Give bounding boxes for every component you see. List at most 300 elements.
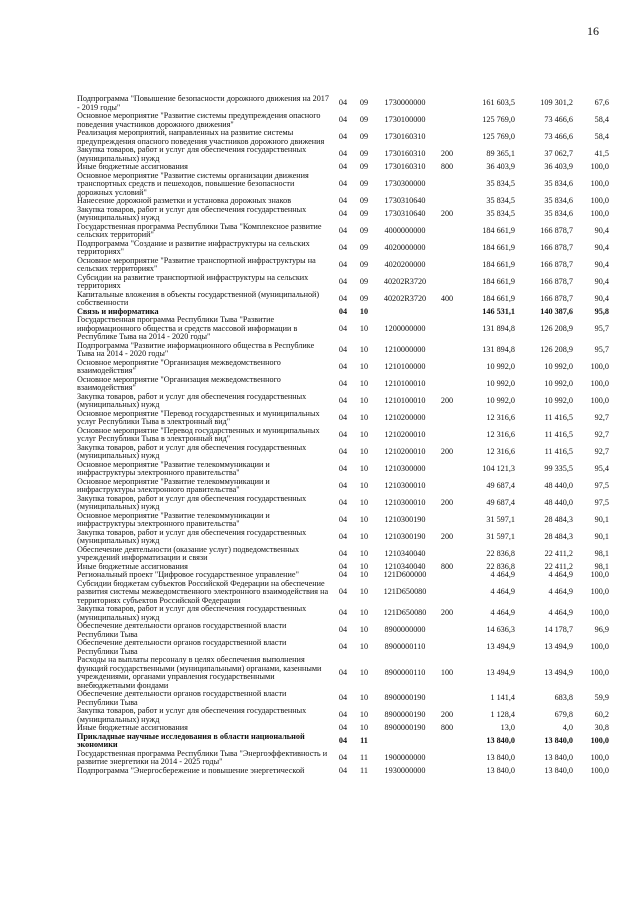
row-actual-amount: 48 440,0 bbox=[544, 480, 573, 490]
row-target-article-code: 8900000000 bbox=[384, 625, 426, 635]
row-actual-amount: 126 208,9 bbox=[540, 323, 573, 333]
row-actual-amount: 28 484,3 bbox=[544, 514, 573, 524]
table-row bbox=[77, 733, 609, 750]
row-name: Основное мероприятие "Организация межведомственного взаимодействия" bbox=[77, 357, 281, 375]
row-section-code: 04 bbox=[338, 735, 348, 745]
row-expense-type-code: 800 bbox=[440, 561, 454, 571]
row-actual-amount: 4,0 bbox=[562, 723, 573, 732]
row-percent-executed: 96,9 bbox=[594, 625, 609, 635]
row-planned-amount: 12 316,6 bbox=[486, 446, 515, 456]
row-section-code: 04 bbox=[338, 344, 348, 354]
row-section-code: 04 bbox=[338, 667, 348, 677]
row-percent-executed: 90,4 bbox=[594, 293, 609, 303]
row-expense-type-code bbox=[435, 478, 459, 495]
row-section-code: 04 bbox=[338, 531, 348, 541]
row-name: Региональный проект "Цифровое государственное управление" bbox=[77, 570, 299, 579]
table-row bbox=[77, 223, 609, 240]
table-row bbox=[77, 95, 609, 112]
row-percent-executed: 100,0 bbox=[590, 752, 609, 762]
row-expense-type-code: 800 bbox=[440, 162, 454, 171]
row-expense-type-code: 200 bbox=[440, 395, 454, 405]
row-name: Основное мероприятие "Перевод государственных и муниципальных услуг Республики Тыва в электронный вид" bbox=[77, 408, 320, 426]
row-percent-executed: 90,4 bbox=[594, 242, 609, 252]
row-actual-amount: 166 878,7 bbox=[540, 225, 573, 235]
row-subsection-code: 11 bbox=[360, 752, 368, 762]
row-planned-amount: 1 141,4 bbox=[490, 693, 515, 703]
row-actual-amount: 13 494,9 bbox=[544, 642, 573, 652]
row-planned-amount: 49 687,4 bbox=[486, 480, 515, 490]
row-section-code: 04 bbox=[338, 642, 348, 652]
row-expense-type-code: 200 bbox=[440, 608, 454, 618]
row-actual-amount: 35 834,6 bbox=[544, 196, 573, 205]
row-name: Основное мероприятие "Развитие транспортной инфраструктуры на сельских территориях" bbox=[77, 255, 316, 273]
row-subsection-code: 09 bbox=[359, 259, 369, 269]
row-target-article-code: 1730100000 bbox=[384, 115, 426, 125]
row-percent-executed: 100,0 bbox=[590, 735, 609, 745]
row-actual-amount: 13 840,0 bbox=[544, 765, 573, 775]
row-subsection-code: 11 bbox=[360, 765, 368, 775]
row-actual-amount: 166 878,7 bbox=[540, 293, 573, 303]
row-name: Закупка товаров, работ и услуг для обеспечения государственных (муниципальных) нужд bbox=[77, 204, 307, 222]
row-expense-type-code: 200 bbox=[440, 531, 454, 541]
row-name: Закупка товаров, работ и услуг для обеспечения государственных (муниципальных) нужд bbox=[77, 493, 307, 511]
row-actual-amount: 140 387,6 bbox=[540, 306, 573, 316]
row-section-code: 04 bbox=[338, 561, 348, 571]
row-subsection-code: 09 bbox=[359, 98, 369, 108]
row-planned-amount: 4 464,9 bbox=[490, 570, 515, 579]
row-expense-type-code bbox=[435, 129, 459, 146]
table-row bbox=[77, 291, 609, 308]
table-row bbox=[77, 546, 609, 563]
row-planned-amount: 14 636,3 bbox=[486, 625, 515, 635]
row-name: Основное мероприятие "Развитие телекоммуникации и инфраструктуры электронного правительства" bbox=[77, 510, 270, 528]
row-name: Обеспечение деятельности органов государственной власти Республики Тыва bbox=[77, 621, 287, 639]
row-percent-executed: 95,8 bbox=[594, 306, 609, 316]
row-expense-type-code bbox=[435, 750, 459, 767]
table-row bbox=[77, 316, 609, 342]
row-planned-amount: 35 834,5 bbox=[486, 208, 515, 218]
row-actual-amount: 11 416,5 bbox=[544, 429, 573, 439]
row-target-article-code: 1200000000 bbox=[384, 323, 426, 333]
row-name: Государственная программа Республики Тыва "Энергоэффективность и развитие энергетики на 2014 - 2025 годы" bbox=[77, 748, 328, 766]
row-section-code: 04 bbox=[338, 208, 348, 218]
row-section-code: 04 bbox=[338, 306, 348, 316]
row-planned-amount: 13 840,0 bbox=[486, 765, 515, 775]
row-target-article-code: 1210300000 bbox=[384, 463, 426, 473]
row-name: Государственная программа Республики Тыва "Развитие информационного общества и средств массовой информации в Республике Тыва на 2014 - 2020 годы" bbox=[77, 315, 298, 341]
row-expense-type-code bbox=[435, 580, 459, 606]
row-subsection-code: 09 bbox=[359, 149, 369, 159]
row-target-article-code: 1210300190 bbox=[384, 531, 426, 541]
row-subsection-code: 10 bbox=[359, 412, 369, 422]
row-percent-executed: 100,0 bbox=[590, 642, 609, 652]
row-planned-amount: 22 836,8 bbox=[486, 548, 515, 558]
row-planned-amount: 13 840,0 bbox=[486, 752, 515, 762]
row-section-code: 04 bbox=[338, 625, 348, 635]
row-planned-amount: 125 769,0 bbox=[482, 115, 515, 125]
row-target-article-code: 8900000190 bbox=[384, 693, 426, 703]
row-planned-amount: 10 992,0 bbox=[486, 395, 515, 405]
table-row bbox=[77, 240, 609, 257]
row-section-code: 04 bbox=[338, 480, 348, 490]
row-actual-amount: 10 992,0 bbox=[544, 361, 573, 371]
row-subsection-code: 10 bbox=[359, 587, 369, 596]
row-planned-amount: 161 603,5 bbox=[482, 98, 515, 108]
row-actual-amount: 13 494,9 bbox=[544, 667, 573, 677]
row-expense-type-code bbox=[435, 316, 459, 342]
row-expense-type-code bbox=[435, 197, 459, 206]
table-row bbox=[77, 495, 609, 512]
row-section-code: 04 bbox=[338, 361, 348, 371]
table-row bbox=[77, 750, 609, 767]
row-name: Подпрограмма "Развитие информационного общества в Республике Тыва на 2014 - 2020 годы" bbox=[77, 340, 315, 358]
row-expense-type-code bbox=[435, 639, 459, 656]
row-subsection-code: 10 bbox=[359, 570, 369, 579]
row-expense-type-code: 200 bbox=[440, 497, 454, 507]
row-actual-amount: 28 484,3 bbox=[544, 531, 573, 541]
row-percent-executed: 100,0 bbox=[590, 162, 609, 171]
row-planned-amount: 22 836,8 bbox=[486, 561, 515, 571]
table-row bbox=[77, 444, 609, 461]
row-target-article-code: 1730300000 bbox=[384, 179, 426, 188]
row-subsection-code: 10 bbox=[359, 480, 369, 490]
row-actual-amount: 4 464,9 bbox=[548, 570, 573, 579]
table-row bbox=[77, 359, 609, 376]
row-planned-amount: 35 834,5 bbox=[486, 179, 515, 188]
row-name: Основное мероприятие "Развитие телекоммуникации и инфраструктуры электронного правительства" bbox=[77, 459, 270, 477]
row-name: Нанесение дорожной разметки и установка дорожных знаков bbox=[77, 196, 292, 205]
row-subsection-code: 10 bbox=[359, 667, 369, 677]
row-expense-type-code: 200 bbox=[440, 149, 454, 159]
row-expense-type-code bbox=[435, 461, 459, 478]
row-planned-amount: 35 834,5 bbox=[486, 196, 515, 205]
row-planned-amount: 184 661,9 bbox=[482, 276, 515, 286]
row-percent-executed: 97,5 bbox=[594, 480, 609, 490]
row-name: Закупка товаров, работ и услуг для обеспечения государственных (муниципальных) нужд bbox=[77, 527, 307, 545]
row-target-article-code: 1730310640 bbox=[384, 208, 426, 218]
row-section-code: 04 bbox=[338, 323, 348, 333]
row-section-code: 04 bbox=[338, 242, 348, 252]
row-actual-amount: 99 335,5 bbox=[544, 463, 573, 473]
page-number: 16 bbox=[587, 24, 599, 38]
row-subsection-code: 10 bbox=[359, 463, 369, 473]
row-section-code: 04 bbox=[338, 259, 348, 269]
row-planned-amount: 31 597,1 bbox=[486, 531, 515, 541]
row-name: Обеспечение деятельности органов государственной власти Республики Тыва bbox=[77, 689, 287, 707]
row-name: Обеспечение деятельности (оказание услуг) подведомственных учреждений информатизации и связи bbox=[77, 544, 300, 562]
row-percent-executed: 90,1 bbox=[594, 514, 609, 524]
row-planned-amount: 89 365,1 bbox=[486, 149, 515, 159]
row-section-code: 04 bbox=[338, 710, 348, 720]
row-name: Основное мероприятие "Развитие системы организации движения транспортных средств и пешеходов, повышение безопасности дорожных условий" bbox=[77, 170, 309, 197]
row-percent-executed: 59,9 bbox=[594, 693, 609, 703]
row-subsection-code: 11 bbox=[360, 735, 368, 745]
row-percent-executed: 58,4 bbox=[594, 115, 609, 125]
row-section-code: 04 bbox=[338, 693, 348, 703]
table-row bbox=[77, 376, 609, 393]
row-expense-type-code: 800 bbox=[440, 723, 454, 732]
row-target-article-code: 1210300010 bbox=[384, 497, 426, 507]
row-planned-amount: 4 464,9 bbox=[490, 608, 515, 618]
row-planned-amount: 13 840,0 bbox=[486, 735, 515, 745]
budget-table bbox=[77, 95, 609, 775]
row-target-article-code: 1210300010 bbox=[384, 480, 426, 490]
row-expense-type-code bbox=[435, 308, 459, 317]
row-planned-amount: 13,0 bbox=[500, 723, 515, 732]
row-section-code: 04 bbox=[338, 276, 348, 286]
row-subsection-code: 09 bbox=[359, 196, 369, 205]
row-percent-executed: 60,2 bbox=[594, 710, 609, 720]
row-expense-type-code: 200 bbox=[440, 446, 454, 456]
row-expense-type-code bbox=[435, 733, 459, 750]
row-planned-amount: 10 992,0 bbox=[486, 361, 515, 371]
row-actual-amount: 35 834,6 bbox=[544, 208, 573, 218]
table-row bbox=[77, 622, 609, 639]
table-row bbox=[77, 342, 609, 359]
table-row bbox=[77, 478, 609, 495]
row-subsection-code: 10 bbox=[359, 378, 369, 388]
row-actual-amount: 10 992,0 bbox=[544, 378, 573, 388]
row-actual-amount: 679,8 bbox=[554, 710, 573, 720]
row-percent-executed: 100,0 bbox=[590, 570, 609, 579]
row-planned-amount: 184 661,9 bbox=[482, 225, 515, 235]
table-row bbox=[77, 172, 609, 198]
row-name: Связь и информатика bbox=[77, 306, 159, 316]
row-planned-amount: 125 769,0 bbox=[482, 132, 515, 142]
row-expense-type-code: 200 bbox=[440, 710, 454, 720]
row-subsection-code: 09 bbox=[359, 208, 369, 218]
row-name: Иные бюджетные ассигнования bbox=[77, 162, 188, 171]
row-planned-amount: 13 494,9 bbox=[486, 667, 515, 677]
table-row bbox=[77, 639, 609, 656]
row-expense-type-code bbox=[435, 571, 459, 580]
row-target-article-code: 1210340040 bbox=[384, 561, 426, 571]
row-planned-amount: 131 894,8 bbox=[482, 323, 515, 333]
row-percent-executed: 90,4 bbox=[594, 276, 609, 286]
row-expense-type-code bbox=[435, 767, 459, 776]
row-percent-executed: 100,0 bbox=[590, 179, 609, 188]
row-planned-amount: 12 316,6 bbox=[486, 412, 515, 422]
row-subsection-code: 10 bbox=[359, 561, 369, 571]
row-percent-executed: 90,1 bbox=[594, 531, 609, 541]
row-planned-amount: 104 121,3 bbox=[482, 463, 515, 473]
table-row bbox=[77, 461, 609, 478]
row-target-article-code: 1210200000 bbox=[384, 412, 426, 422]
row-name: Подпрограмма "Энергосбережение и повышение энергетической bbox=[77, 765, 305, 775]
row-subsection-code: 10 bbox=[359, 344, 369, 354]
row-section-code: 04 bbox=[338, 765, 348, 775]
row-section-code: 04 bbox=[338, 132, 348, 142]
row-name: Подпрограмма "Создание и развитие инфраструктуры на сельских территориях" bbox=[77, 238, 310, 256]
row-name: Иные бюджетные ассигнования bbox=[77, 561, 188, 571]
row-section-code: 04 bbox=[338, 497, 348, 507]
row-target-article-code: 8900000110 bbox=[384, 667, 426, 677]
row-actual-amount: 14 178,7 bbox=[544, 625, 573, 635]
row-subsection-code: 09 bbox=[359, 162, 369, 171]
table-row bbox=[77, 393, 609, 410]
row-actual-amount: 37 062,7 bbox=[544, 149, 573, 159]
row-target-article-code: 8900000190 bbox=[384, 723, 426, 732]
row-actual-amount: 166 878,7 bbox=[540, 259, 573, 269]
row-percent-executed: 100,0 bbox=[590, 378, 609, 388]
row-actual-amount: 166 878,7 bbox=[540, 242, 573, 252]
row-section-code: 04 bbox=[338, 723, 348, 732]
row-subsection-code: 10 bbox=[359, 361, 369, 371]
row-name: Закупка товаров, работ и услуг для обеспечения государственных (муниципальных) нужд bbox=[77, 442, 307, 460]
row-percent-executed: 100,0 bbox=[590, 395, 609, 405]
row-target-article-code: 4000000000 bbox=[384, 225, 426, 235]
row-target-article-code bbox=[375, 308, 435, 317]
row-actual-amount: 22 411,2 bbox=[544, 561, 573, 571]
row-planned-amount: 31 597,1 bbox=[486, 514, 515, 524]
row-name: Закупка товаров, работ и услуг для обеспечения государственных (муниципальных) нужд bbox=[77, 391, 307, 409]
row-actual-amount: 73 466,6 bbox=[544, 132, 573, 142]
row-actual-amount: 48 440,0 bbox=[544, 497, 573, 507]
table-row bbox=[77, 512, 609, 529]
row-subsection-code: 10 bbox=[359, 514, 369, 524]
row-planned-amount: 1 128,4 bbox=[490, 710, 515, 720]
row-actual-amount: 22 411,2 bbox=[544, 548, 573, 558]
row-percent-executed: 92,7 bbox=[594, 412, 609, 422]
table-row bbox=[77, 206, 609, 223]
row-section-code: 04 bbox=[338, 162, 348, 171]
row-target-article-code: 121D650080 bbox=[383, 608, 427, 618]
row-name: Реализация мероприятий, направленных на развитие системы предупреждения опасного поведения участников дорожного движения bbox=[77, 128, 325, 146]
row-planned-amount: 184 661,9 bbox=[482, 259, 515, 269]
row-expense-type-code bbox=[435, 427, 459, 444]
row-name: Расходы на выплаты персоналу в целях обеспечения выполнения функций государственными (муниципальными) органами, казенными учреждениями, органами управления государственными внебюджетными фондами bbox=[77, 655, 322, 690]
row-section-code: 04 bbox=[338, 514, 348, 524]
row-target-article-code: 8900000110 bbox=[384, 642, 426, 652]
row-expense-type-code bbox=[435, 410, 459, 427]
row-percent-executed: 98,1 bbox=[594, 561, 609, 571]
table-row bbox=[77, 129, 609, 146]
row-percent-executed: 100,0 bbox=[590, 196, 609, 205]
row-target-article-code: 4020200000 bbox=[384, 259, 426, 269]
row-subsection-code: 09 bbox=[359, 115, 369, 125]
row-target-article-code: 1210340040 bbox=[384, 548, 426, 558]
row-section-code: 04 bbox=[338, 179, 348, 188]
row-actual-amount: 35 834,6 bbox=[544, 179, 573, 188]
row-name: Иные бюджетные ассигнования bbox=[77, 723, 188, 732]
row-target-article-code: 1210100010 bbox=[384, 395, 426, 405]
row-subsection-code: 10 bbox=[359, 429, 369, 439]
row-percent-executed: 95,7 bbox=[594, 323, 609, 333]
row-planned-amount: 184 661,9 bbox=[482, 293, 515, 303]
table-row bbox=[77, 112, 609, 129]
row-section-code: 04 bbox=[338, 608, 348, 618]
row-section-code: 04 bbox=[338, 293, 348, 303]
table-row bbox=[77, 427, 609, 444]
row-subsection-code: 10 bbox=[359, 723, 369, 732]
row-actual-amount: 36 403,9 bbox=[544, 162, 573, 171]
row-subsection-code: 09 bbox=[359, 132, 369, 142]
row-section-code: 04 bbox=[338, 115, 348, 125]
row-name: Основное мероприятие "Организация межведомственного взаимодействия" bbox=[77, 374, 281, 392]
row-subsection-code: 10 bbox=[359, 306, 369, 316]
row-section-code: 04 bbox=[338, 395, 348, 405]
row-subsection-code: 10 bbox=[359, 531, 369, 541]
row-target-article-code: 1930000000 bbox=[384, 765, 426, 775]
row-section-code: 04 bbox=[338, 446, 348, 456]
row-target-article-code: 1210200010 bbox=[384, 429, 426, 439]
row-percent-executed: 100,0 bbox=[590, 765, 609, 775]
row-target-article-code: 40202R3720 bbox=[383, 276, 427, 286]
row-subsection-code: 10 bbox=[359, 323, 369, 333]
row-planned-amount: 4 464,9 bbox=[490, 587, 515, 596]
row-percent-executed: 95,7 bbox=[594, 344, 609, 354]
row-section-code: 04 bbox=[338, 752, 348, 762]
row-name: Подпрограмма "Повышение безопасности дорожного движения на 2017 - 2019 годы" bbox=[77, 94, 329, 112]
row-planned-amount: 10 992,0 bbox=[486, 378, 515, 388]
row-percent-executed: 100,0 bbox=[590, 608, 609, 618]
row-actual-amount: 10 992,0 bbox=[544, 395, 573, 405]
row-subsection-code: 10 bbox=[359, 642, 369, 652]
table-row bbox=[77, 274, 609, 291]
row-subsection-code: 09 bbox=[359, 293, 369, 303]
table-row bbox=[77, 580, 609, 606]
row-name: Основное мероприятие "Перевод государственных и муниципальных услуг Республики Тыва в электронный вид" bbox=[77, 425, 320, 443]
row-actual-amount: 166 878,7 bbox=[540, 276, 573, 286]
table-row bbox=[77, 146, 609, 163]
row-subsection-code: 10 bbox=[359, 608, 369, 618]
row-planned-amount: 49 687,4 bbox=[486, 497, 515, 507]
row-name: Закупка товаров, работ и услуг для обеспечения государственных (муниципальных) нужд bbox=[77, 604, 307, 622]
row-expense-type-code bbox=[435, 172, 459, 198]
row-actual-amount: 13 840,0 bbox=[544, 735, 573, 745]
row-section-code: 04 bbox=[338, 587, 348, 596]
row-target-article-code: 1730000000 bbox=[384, 98, 426, 108]
row-name: Государственная программа Республики Тыва "Комплексное развитие сельских территорий" bbox=[77, 221, 322, 239]
row-name: Капитальные вложения в объекты государственной (муниципальной) собственности bbox=[77, 289, 320, 307]
table-row bbox=[77, 690, 609, 707]
row-subsection-code: 10 bbox=[359, 446, 369, 456]
table-row bbox=[77, 410, 609, 427]
row-subsection-code: 09 bbox=[359, 179, 369, 188]
row-actual-amount: 4 464,9 bbox=[548, 608, 573, 618]
row-percent-executed: 95,4 bbox=[594, 463, 609, 473]
row-subsection-code: 09 bbox=[359, 276, 369, 286]
row-section-code: 04 bbox=[338, 196, 348, 205]
row-percent-executed: 92,7 bbox=[594, 429, 609, 439]
table-row bbox=[77, 707, 609, 724]
row-percent-executed: 41,5 bbox=[594, 149, 609, 159]
row-planned-amount: 13 494,9 bbox=[486, 642, 515, 652]
row-target-article-code: 1210000000 bbox=[384, 344, 426, 354]
row-target-article-code: 8900000190 bbox=[384, 710, 426, 720]
row-planned-amount: 146 531,1 bbox=[482, 306, 515, 316]
row-name: Прикладные научные исследования в области национальной экономики bbox=[77, 731, 305, 749]
row-expense-type-code bbox=[435, 274, 459, 291]
row-planned-amount: 12 316,6 bbox=[486, 429, 515, 439]
row-expense-type-code: 100 bbox=[440, 667, 454, 677]
row-section-code: 04 bbox=[338, 149, 348, 159]
row-expense-type-code bbox=[435, 359, 459, 376]
row-percent-executed: 90,4 bbox=[594, 225, 609, 235]
row-percent-executed: 67,6 bbox=[594, 98, 609, 108]
row-subsection-code: 10 bbox=[359, 497, 369, 507]
row-expense-type-code bbox=[435, 240, 459, 257]
row-subsection-code: 10 bbox=[359, 548, 369, 558]
row-name: Субсидии на развитие транспортной инфраструктуры на сельских территориях bbox=[77, 272, 309, 290]
row-actual-amount: 11 416,5 bbox=[544, 412, 573, 422]
row-actual-amount: 4 464,9 bbox=[548, 587, 573, 596]
row-planned-amount: 184 661,9 bbox=[482, 242, 515, 252]
row-name: Закупка товаров, работ и услуг для обеспечения государственных (муниципальных) нужд bbox=[77, 706, 307, 724]
row-subsection-code: 10 bbox=[359, 625, 369, 635]
row-target-article-code: 1210100000 bbox=[384, 361, 426, 371]
row-actual-amount: 109 301,2 bbox=[540, 98, 573, 108]
